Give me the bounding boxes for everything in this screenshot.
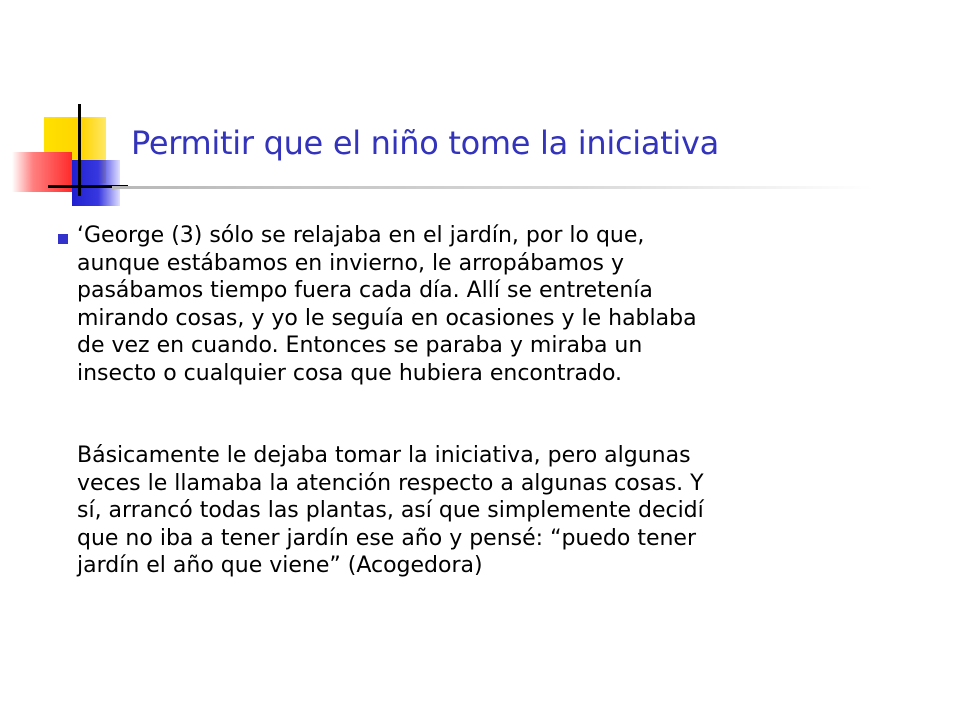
title-underline [112, 186, 872, 189]
text-line: ‘George (3) sólo se relajaba en el jardín, por lo que, [77, 223, 645, 248]
text-line: que no iba a tener jardín ese año y pensé: “puedo tener [77, 525, 697, 551]
text-line: pasábamos tiempo fuera cada día. Allí se entretenía [77, 278, 653, 303]
text-line: jardín el año que viene” (Acogedora) [77, 553, 483, 578]
slide-body [77, 222, 877, 580]
text-line: mirando cosas, y yo le seguía en ocasiones y le hablaba [77, 305, 697, 331]
text-line: insecto o cualquier cosa que hubiera encontrado. [77, 360, 623, 386]
text-line: sí, arrancó todas las plantas, así que simplemente decidí [77, 498, 704, 523]
paragraph-2 [77, 442, 877, 580]
logo-decoration [0, 0, 140, 200]
text-line: Básicamente le dejaba tomar la iniciativa, pero algunas [77, 443, 691, 468]
slide-title: Permitir que el niño tome la iniciativa [131, 124, 719, 162]
text-line: de vez en cuando. Entonces se paraba y miraba un [77, 333, 643, 358]
logo-vertical-line [78, 104, 81, 196]
text-line: veces le llamaba la atención respecto a algunas cosas. Y [77, 470, 704, 496]
text-line: aunque estábamos en invierno, le arropábamos y [77, 250, 625, 276]
paragraph-1 [77, 222, 877, 387]
square-bullet-icon [58, 234, 68, 244]
